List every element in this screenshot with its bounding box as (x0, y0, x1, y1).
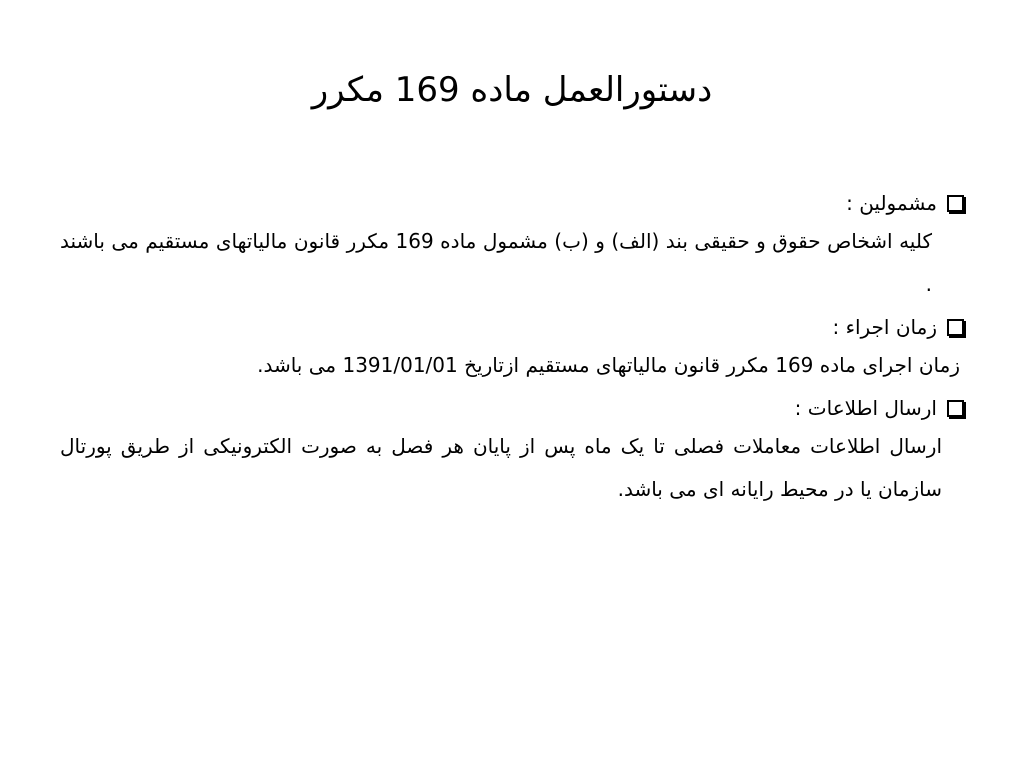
section-body: ارسال اطلاعات معاملات فصلی تا یک ماه پس از پایان هر فصل به صورت الکترونیکی از طریق پورتال سازمان یا در محیط رایانه ای می باشد. (60, 434, 942, 501)
bullet-item-send-info (60, 391, 964, 425)
bullet-heading: مشمولین : (846, 191, 937, 215)
slide-title: دستورالعمل ماده 169 مکرر (311, 70, 713, 110)
bullet-item-execution-date (60, 310, 964, 344)
checkbox-square-icon (947, 319, 964, 336)
bullet-item-eligible (60, 186, 964, 220)
checkbox-square-icon (947, 195, 964, 212)
checkbox-square-icon (947, 400, 964, 417)
bullet-heading: ارسال اطلاعات : (794, 396, 937, 420)
section-body: زمان اجرای ماده 169 مکرر قانون مالیاتهای مستقیم ازتاریخ 1391/01/01 می باشد. (257, 353, 960, 377)
slide-content (60, 186, 964, 511)
bullet-heading: زمان اجراء : (832, 315, 937, 339)
section-body: کلیه اشخاص حقوق و حقیقی بند (الف) و (ب) مشمول ماده 169 مکرر قانون مالیاتهای مستقیم می باشند . (60, 229, 932, 296)
